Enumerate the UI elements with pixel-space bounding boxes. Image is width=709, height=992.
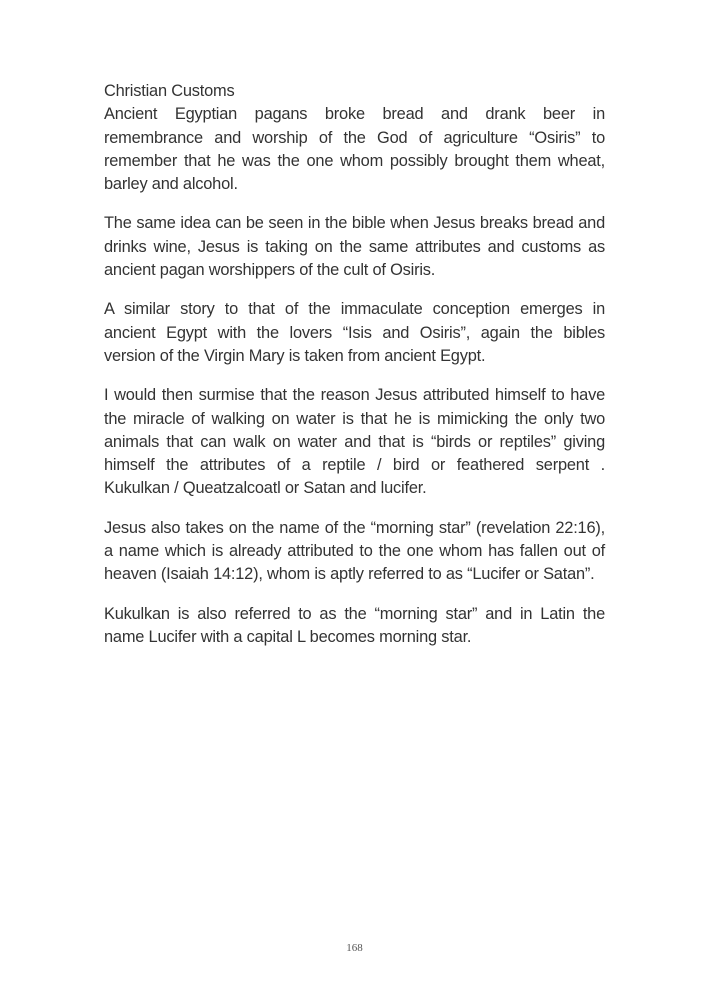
text-line: The same idea can be seen in the bible when Jesus breaks bread and bbox=[104, 214, 605, 233]
page-number: 168 bbox=[346, 942, 363, 954]
section-heading: Christian Customs bbox=[104, 82, 235, 100]
text-line: a name which is already attributed to the one whom has fallen out of bbox=[104, 542, 605, 561]
text-line: the miracle of walking on water is that he is mimicking the only two bbox=[104, 409, 605, 428]
paragraph-3 bbox=[104, 298, 605, 368]
text-line: barley and alcohol. bbox=[104, 175, 238, 194]
text-line: remember that he was the one whom possibly brought them wheat, bbox=[104, 151, 605, 170]
paragraph-1 bbox=[104, 103, 605, 196]
text-line: version of the Virgin Mary is taken from ancient Egypt. bbox=[104, 346, 486, 365]
paragraph-2 bbox=[104, 212, 605, 282]
text-line: name Lucifer with a capital L becomes morning star. bbox=[104, 627, 472, 646]
text-line: ancient Egypt with the lovers “Isis and Osiris”, again the bibles bbox=[104, 323, 605, 342]
text-line: ancient pagan worshippers of the cult of Osiris. bbox=[104, 261, 436, 280]
paragraph-4 bbox=[104, 384, 605, 500]
document-body bbox=[104, 80, 605, 665]
text-line: Ancient Egyptian pagans broke bread and drank beer in bbox=[104, 105, 605, 124]
paragraph-5 bbox=[104, 517, 605, 587]
text-line: animals that can walk on water and that is “birds or reptiles” giving bbox=[104, 432, 605, 451]
text-line: A similar story to that of the immaculate conception emerges in bbox=[104, 300, 605, 319]
text-line: Kukulkan is also referred to as the “morning star” and in Latin the bbox=[104, 604, 605, 623]
text-line: I would then surmise that the reason Jesus attributed himself to have bbox=[104, 386, 605, 405]
text-line: Jesus also takes on the name of the “morning star” (revelation 22:16), bbox=[104, 518, 605, 537]
text-line: Kukulkan / Queatzalcoatl or Satan and lucifer. bbox=[104, 479, 427, 498]
paragraph-6 bbox=[104, 603, 605, 650]
text-line: himself the attributes of a reptile / bird or feathered serpent . bbox=[104, 456, 605, 475]
text-line: drinks wine, Jesus is taking on the same attributes and customs as bbox=[104, 237, 605, 256]
text-line: heaven (Isaiah 14:12), whom is aptly referred to as “Lucifer or Satan”. bbox=[104, 565, 595, 584]
text-line: remembrance and worship of the God of agriculture “Osiris” to bbox=[104, 128, 605, 147]
